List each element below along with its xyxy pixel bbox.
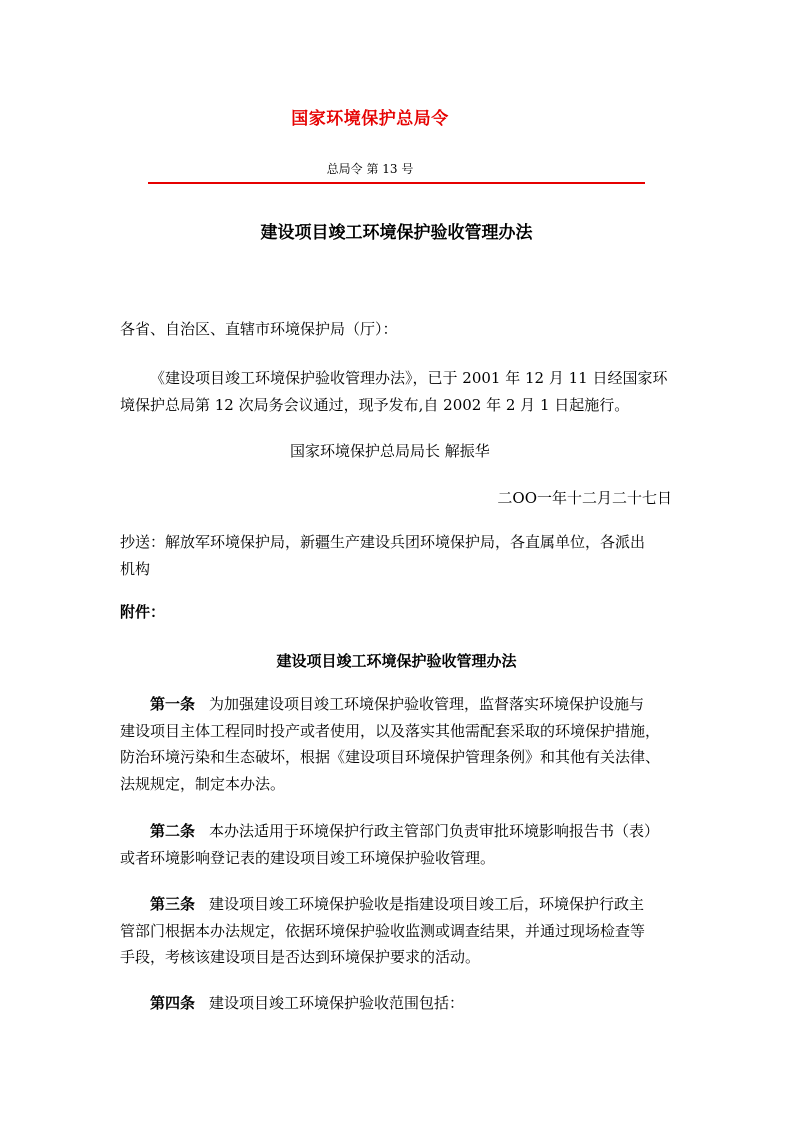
- article-3-line-1: 建设项目竣工环境保护验收是指建设项目竣工后，环境保护行政主: [209, 895, 645, 913]
- article-1-line-2: 建设项目主体工程同时投产或者使用，以及落实其他需配套采取的环境保护措施，: [120, 721, 661, 740]
- agency-title: 国家环境保护总局令: [291, 109, 449, 129]
- intro-line-2: 境保护总局第 12 次局务会议通过，现予发布,自 2002 年 2 月 1 日起施行。: [120, 395, 630, 414]
- red-divider-line: [148, 182, 645, 184]
- issue-date: 二OO一年十二月二十七日: [497, 489, 672, 507]
- article-2-line-2: 或者环境影响登记表的建设项目竣工环境保护验收管理。: [120, 848, 496, 867]
- addressee: 各省、自治区、直辖市环境保护局（厅）：: [120, 320, 398, 338]
- order-number: 总局令 第 13 号: [326, 162, 414, 176]
- signature: 国家环境保护总局局长 解振华: [290, 442, 490, 460]
- article-1-line-1: 为加强建设项目竣工环境保护验收管理，监督落实环境保护设施与: [209, 695, 645, 713]
- article-2-label: 第二条: [150, 822, 196, 840]
- article-3-line-3: 手段，考核该建设项目是否达到环境保护要求的活动。: [120, 948, 481, 966]
- cc-line-2: 机构: [120, 559, 151, 578]
- article-1-label: 第一条: [150, 695, 196, 713]
- cc-line-1: 抄送：解放军环境保护局，新疆生产建设兵团环境保护局，各直属单位，各派出: [120, 533, 646, 551]
- article-1-line-4: 法规规定，制定本办法。: [120, 774, 286, 793]
- article-1: [120, 691, 675, 797]
- article-3-line-2: 管部门根据本办法规定，依据环境保护验收监测或调查结果，并通过现场检查等: [120, 921, 646, 940]
- article-3-label: 第三条: [150, 895, 196, 913]
- intro-line-1: 《建设项目竣工环境保护验收管理办法》，已于 2001 年 12 月 11 日经国家环: [150, 369, 668, 387]
- document-title: 建设项目竣工环境保护验收管理办法: [260, 223, 533, 243]
- attachment-label: 附件：: [120, 603, 166, 621]
- article-4-line-1: 建设项目竣工环境保护验收范围包括：: [209, 994, 465, 1012]
- article-3: [120, 891, 675, 971]
- article-2-line-1: 本办法适用于环境保护行政主管部门负责审批环境影响报告书（表）: [209, 822, 660, 840]
- intro-paragraph: [120, 365, 675, 418]
- attachment-title: 建设项目竣工环境保护验收管理办法: [276, 652, 517, 670]
- article-4: [120, 990, 675, 1017]
- article-2: [120, 818, 675, 871]
- cc-paragraph: [120, 529, 675, 582]
- article-1-line-3: 防治环境污染和生态破坏，根据《建设项目环境保护管理条例》和其他有关法律、: [120, 748, 661, 766]
- article-4-label: 第四条: [150, 994, 196, 1012]
